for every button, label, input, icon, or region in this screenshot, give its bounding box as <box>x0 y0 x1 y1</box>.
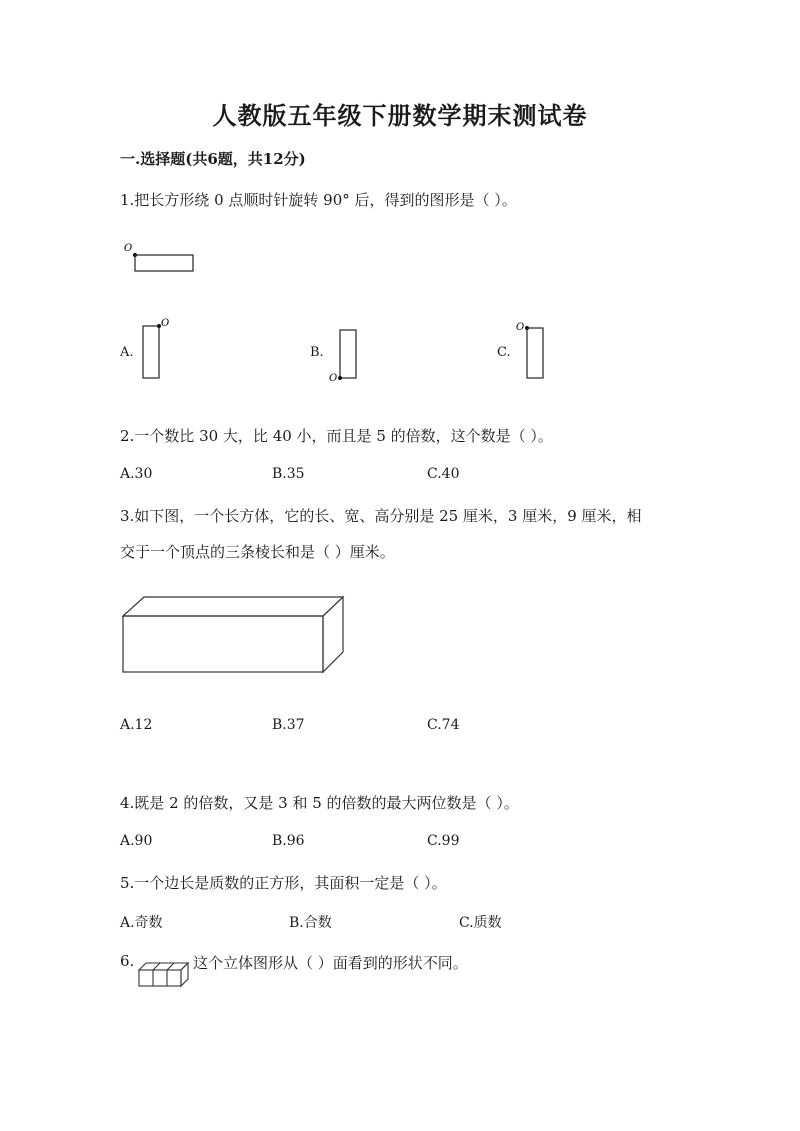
question-3-text-line2: 交于一个顶点的三条棱长和是（ ）厘米。 <box>120 543 395 561</box>
q1-option-a-figure[interactable] <box>140 316 180 382</box>
q1-rectangle <box>135 255 193 271</box>
q1-option-a-label[interactable]: A. <box>120 345 134 360</box>
question-6-text: 这个立体图形从（ ）面看到的形状不同。 <box>193 954 468 972</box>
q1-option-b-label[interactable]: B. <box>310 345 324 360</box>
q2-option-a[interactable]: A.30 <box>120 466 153 482</box>
q5-option-a[interactable]: A.奇数 <box>120 915 163 931</box>
q1-option-c-point-label: O <box>516 322 525 333</box>
q1-original-rectangle-figure <box>120 240 200 280</box>
question-4-text: 4.既是 2 的倍数，又是 3 和 5 的倍数的最大两位数是（ ）。 <box>120 794 519 812</box>
question-5-text: 5.一个边长是质数的正方形，其面积一定是（ ）。 <box>120 874 447 892</box>
q6-top-divider-2 <box>167 963 174 970</box>
q2-option-c[interactable]: C.40 <box>427 466 460 482</box>
q6-cubes-side-face <box>181 963 188 986</box>
q6-cube-stack-figure <box>137 960 193 990</box>
q6-cubes-top-face <box>139 963 188 970</box>
q4-option-b[interactable]: B.96 <box>272 833 305 849</box>
question-3-text-line1: 3.如下图，一个长方体，它的长、宽、高分别是 25 厘米，3 厘米，9 厘米，相 <box>120 507 642 525</box>
page-title: 人教版五年级下册数学期末测试卷 <box>212 101 588 130</box>
q1-option-b-point <box>338 376 342 380</box>
question-6-number: 6. <box>120 952 135 970</box>
q3-cuboid-top-face <box>123 597 343 616</box>
q3-cuboid-front-face <box>123 616 323 672</box>
section-heading: 一.选择题(共6题，共12分) <box>120 150 306 168</box>
q4-option-c[interactable]: C.99 <box>427 833 460 849</box>
q1-option-c-rectangle <box>527 328 543 378</box>
q6-top-divider-1 <box>153 963 160 970</box>
question-2-text: 2.一个数比 30 大，比 40 小，而且是 5 的倍数，这个数是（ ）。 <box>120 427 553 445</box>
q6-cubes-front-face <box>139 970 181 986</box>
q3-option-b[interactable]: B.37 <box>272 717 305 733</box>
q3-option-c[interactable]: C.74 <box>427 717 460 733</box>
q1-point-label: O <box>124 243 133 254</box>
q3-option-a[interactable]: A.12 <box>120 717 153 733</box>
q4-option-a[interactable]: A.90 <box>120 833 153 849</box>
q1-option-b-point-label: O <box>329 373 338 384</box>
question-1-text: 1.把长方形绕 0 点顺时针旋转 90° 后，得到的图形是（ ）。 <box>120 191 517 209</box>
q3-cuboid-side-face <box>323 597 343 672</box>
q5-option-c[interactable]: C.质数 <box>459 915 502 931</box>
q2-option-b[interactable]: B.35 <box>272 466 305 482</box>
q3-cuboid-figure <box>120 595 350 677</box>
q1-option-c-figure[interactable] <box>512 316 552 382</box>
q1-option-a-rectangle <box>143 326 159 378</box>
q1-option-a-point-label: O <box>161 318 170 329</box>
q1-option-b-rectangle <box>340 330 356 378</box>
q1-option-c-label[interactable]: C. <box>497 345 511 360</box>
q5-option-b[interactable]: B.合数 <box>289 915 332 931</box>
q1-option-b-figure[interactable] <box>325 320 365 386</box>
